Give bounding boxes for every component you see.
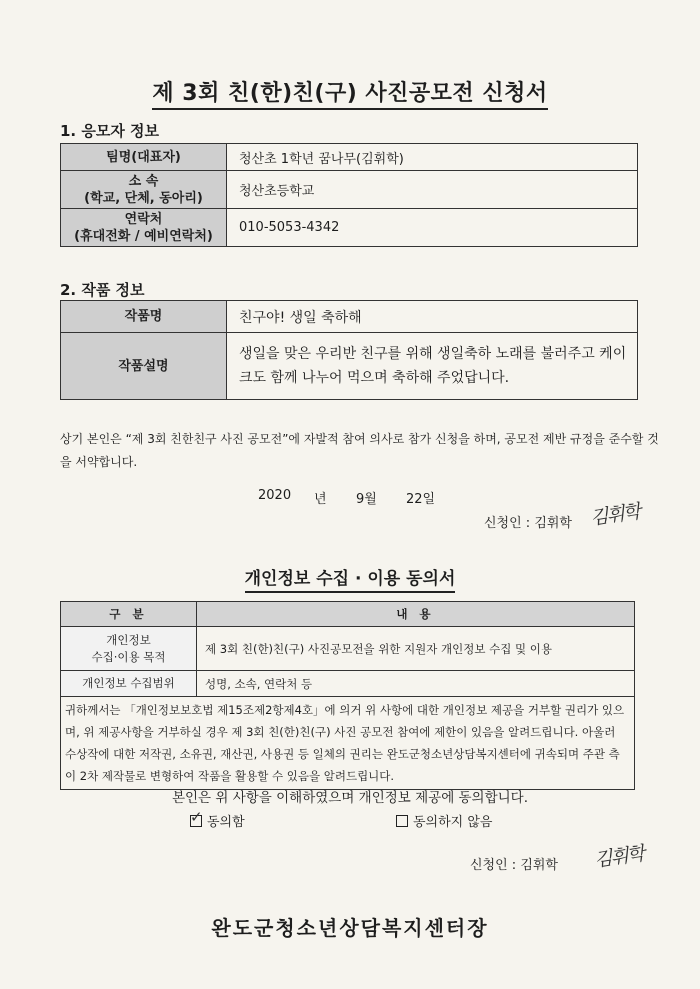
- disagree-option[interactable]: [396, 811, 492, 830]
- agree-option[interactable]: [190, 808, 245, 830]
- table-row: [61, 697, 635, 790]
- work-title-label: 작품명: [61, 301, 227, 333]
- privacy-consent-title: 개인정보 수집 · 이용 동의서: [0, 564, 700, 589]
- agree-label: 동의함: [207, 815, 245, 830]
- footer-organization: 완도군청소년상담복지센터장: [211, 916, 489, 940]
- pledge-text: 상기 본인은 “제 3회 친한친구 사진 공모전”에 자발적 참여 의사로 참가 신청을 하며, 공모전 제반 규정을 준수할 것을 서약합니다.: [60, 432, 659, 469]
- table-row: [61, 602, 635, 627]
- table-row: [61, 671, 635, 697]
- table-row: [61, 627, 635, 671]
- date-day: 22일: [406, 492, 436, 507]
- checkmark-icon: ✓: [190, 808, 203, 826]
- privacy-notice: 귀하께서는 「개인정보보호법 제15조제2항제4호」에 의거 위 사항에 대한 개인정보 제공을 거부할 권리가 있으며, 위 제공사항을 거부하실 경우 제 3회 친(한)친(구) 사진 공모전 참여에 제한이 있음을 알려드립니다. 아울러 수상작에 대한 저작권, 소유권, 재산권, 사용권 등 일체의 권리는 완도군청소년상담복지센터에 귀속되며 주관 측이 2차 제작물로 변형하여 작품을 활용할 수 있음을 알려드립니다.: [61, 697, 635, 790]
- contact-value: 010-5053-4342: [227, 209, 638, 247]
- applicant-label: 신청인 : 김휘학: [484, 516, 572, 531]
- header-category: 구 분: [61, 602, 197, 627]
- work-description-label: 작품설명: [61, 333, 227, 400]
- date-year-unit: 년: [314, 492, 327, 507]
- applicant-info-table: [60, 143, 638, 247]
- team-name-label: 팀명(대표자): [61, 144, 227, 171]
- date-month: 9월: [356, 492, 377, 507]
- affiliation-value: 청산초등학교: [227, 171, 638, 209]
- work-description-value: 생일을 맞은 우리반 친구를 위해 생일축하 노래를 불러주고 케이크도 함께 나누어 먹으며 축하해 주었답니다.: [227, 333, 638, 400]
- consent-signature: 김휘학: [592, 842, 645, 872]
- purpose-value: 제 3회 친(한)친(구) 사진공모전을 위한 지원자 개인정보 수집 및 이용: [197, 627, 635, 671]
- scope-label: 개인정보 수집범위: [61, 671, 197, 697]
- purpose-label: 개인정보 수집·이용 목적: [61, 627, 197, 671]
- privacy-info-table: [60, 601, 635, 790]
- table-row: [61, 144, 638, 171]
- agree-checkbox[interactable]: [190, 808, 203, 827]
- section-work-heading: 2. 작품 정보: [60, 281, 145, 299]
- disagree-checkbox[interactable]: [396, 815, 408, 827]
- applicant-signature: 김휘학: [588, 500, 641, 530]
- team-name-value: 청산초 1학년 꿈나무(김휘학): [227, 144, 638, 171]
- disagree-label: 동의하지 않음: [413, 815, 493, 830]
- date-year: 2020: [258, 488, 292, 503]
- affiliation-label: 소 속 (학교, 단체, 동아리): [61, 171, 227, 209]
- table-row: [61, 333, 638, 400]
- contact-label: 연락처 (휴대전화 / 예비연락처): [61, 209, 227, 247]
- table-row: [61, 209, 638, 247]
- table-row: [61, 301, 638, 333]
- table-row: [61, 171, 638, 209]
- form-title: 제 3회 친(한)친(구) 사진공모전 신청서: [0, 76, 700, 107]
- scope-value: 성명, 소속, 연락처 등: [197, 671, 635, 697]
- consent-statement: 본인은 위 사항을 이해하였으며 개인정보 제공에 동의합니다.: [171, 790, 529, 806]
- header-content: 내 용: [197, 602, 635, 627]
- section-applicant-heading: 1. 응모자 정보: [60, 122, 160, 140]
- work-info-table: [60, 300, 638, 400]
- consent-applicant-label: 신청인 : 김휘학: [470, 858, 558, 873]
- work-title-value: 친구야! 생일 축하해: [227, 301, 638, 333]
